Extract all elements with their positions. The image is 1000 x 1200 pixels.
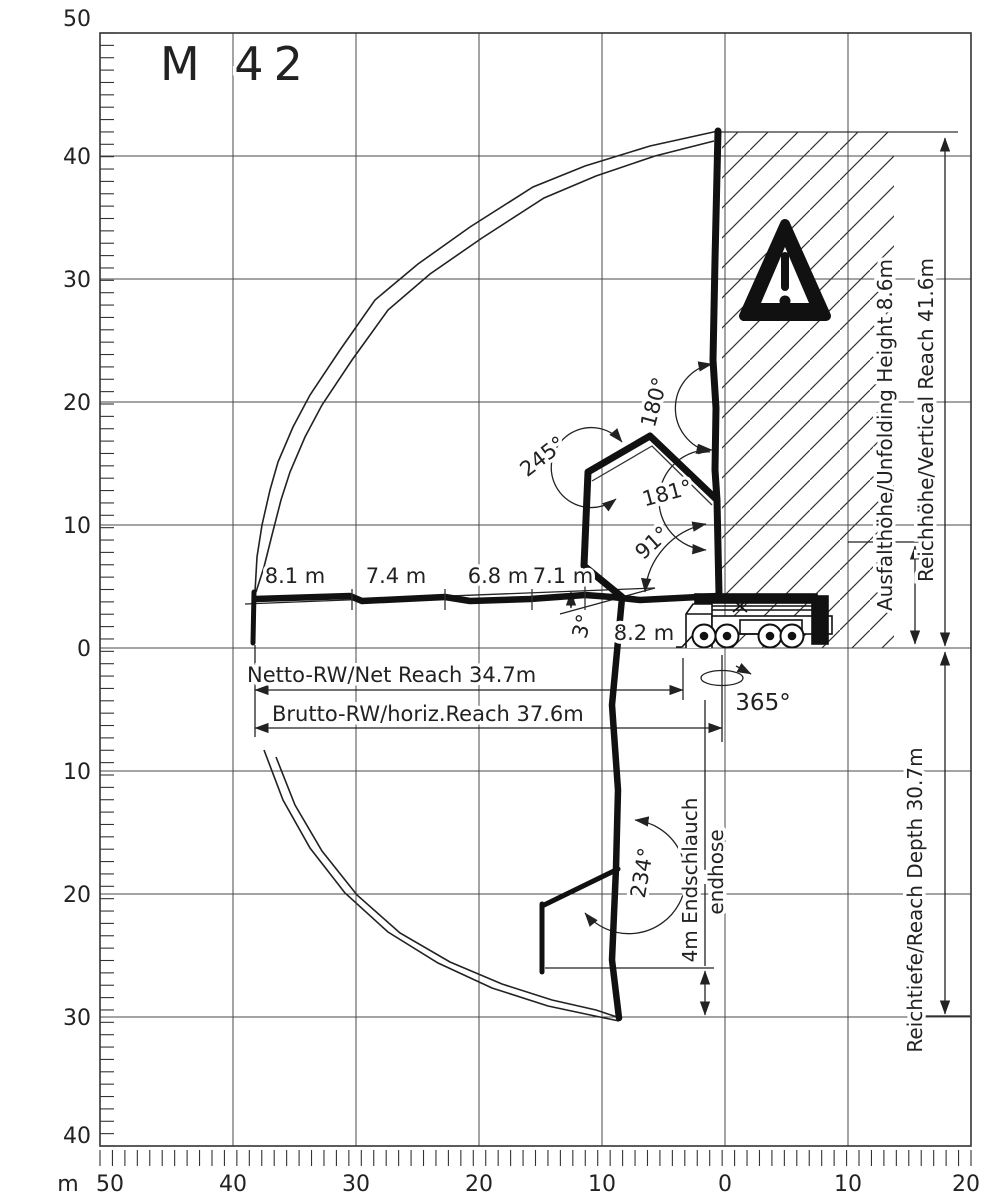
angle-label-365: 365° bbox=[735, 690, 791, 716]
x-label: 50 bbox=[96, 1172, 124, 1197]
boom-folded-position bbox=[584, 436, 716, 597]
y-label: 10 bbox=[63, 514, 91, 539]
y-label: 40 bbox=[63, 145, 91, 170]
y-label: 20 bbox=[63, 883, 91, 908]
angle-label-180: 180° bbox=[636, 374, 673, 430]
y-axis-labels bbox=[63, 7, 91, 1149]
angle-label-245: 245° bbox=[515, 431, 571, 482]
warning-exclamation-dot bbox=[780, 296, 791, 307]
y-label: 30 bbox=[63, 1006, 91, 1031]
section-length-label: 7.4 m bbox=[365, 564, 427, 588]
end-hose-folded-diagonal bbox=[542, 869, 618, 906]
x-label: 10 bbox=[834, 1172, 862, 1197]
boom-downward bbox=[612, 598, 622, 1018]
truck-rear-pedestal bbox=[812, 596, 828, 644]
x-axis-ticks bbox=[100, 1150, 971, 1166]
y-label: 10 bbox=[63, 760, 91, 785]
x-label: 20 bbox=[465, 1172, 493, 1197]
x-label: 40 bbox=[219, 1172, 247, 1197]
section-length-label: 7.1 m bbox=[532, 564, 594, 588]
x-axis-labels bbox=[57, 1172, 980, 1197]
vertical-reach-label: Reichhöhe/Vertical Reach 41.6m bbox=[914, 258, 938, 582]
boom-section-labels bbox=[265, 564, 675, 645]
envelope-lower-outer bbox=[264, 750, 619, 1021]
x-label: 30 bbox=[342, 1172, 370, 1197]
arc-180 bbox=[675, 364, 712, 452]
section-length-label: 6.8 m bbox=[467, 564, 529, 588]
x-label: 0 bbox=[718, 1172, 732, 1197]
boom-horizontal bbox=[255, 595, 718, 601]
angle-label-3: 3° bbox=[567, 611, 597, 641]
axis-unit-label: m bbox=[57, 1172, 79, 1197]
angle-label-181: 181° bbox=[639, 475, 695, 512]
slewing-symbol bbox=[701, 666, 751, 686]
diagram-title: M 42 bbox=[160, 37, 313, 91]
y-label: 20 bbox=[63, 391, 91, 416]
section-length-label: 8.1 m bbox=[264, 564, 326, 588]
unfolding-height-label: Ausfalthöhe/Unfolding Height 8.6m bbox=[873, 259, 897, 611]
y-label: 30 bbox=[63, 268, 91, 293]
envelope-lower-inner bbox=[276, 757, 617, 1017]
angle-label-234: 234° bbox=[625, 845, 659, 900]
end-hose-label-line1: 4m Endschlauch bbox=[678, 797, 702, 963]
end-hose-label-line2: endhose bbox=[704, 829, 728, 915]
section-length-label: 8.2 m bbox=[613, 621, 675, 645]
truck-folded-boom bbox=[695, 594, 817, 603]
angle-label-91: 91° bbox=[630, 521, 675, 565]
gross-reach-label: Brutto-RW/horiz.Reach 37.6m bbox=[272, 702, 584, 726]
end-hose-at-tip bbox=[253, 592, 254, 643]
y-label: 40 bbox=[63, 1124, 91, 1149]
x-label: 10 bbox=[588, 1172, 616, 1197]
x-label: 20 bbox=[952, 1172, 980, 1197]
envelope-upper-inner bbox=[256, 141, 714, 592]
net-reach-label: Netto-RW/Net Reach 34.7m bbox=[247, 663, 537, 687]
reach-depth-label: Reichtiefe/Reach Depth 30.7m bbox=[903, 747, 927, 1053]
y-label: 50 bbox=[63, 7, 91, 32]
hatched-wall bbox=[722, 132, 894, 648]
y-label: 0 bbox=[77, 637, 91, 662]
envelope-upper-outer bbox=[255, 131, 718, 592]
y-axis-ticks bbox=[100, 33, 114, 1146]
